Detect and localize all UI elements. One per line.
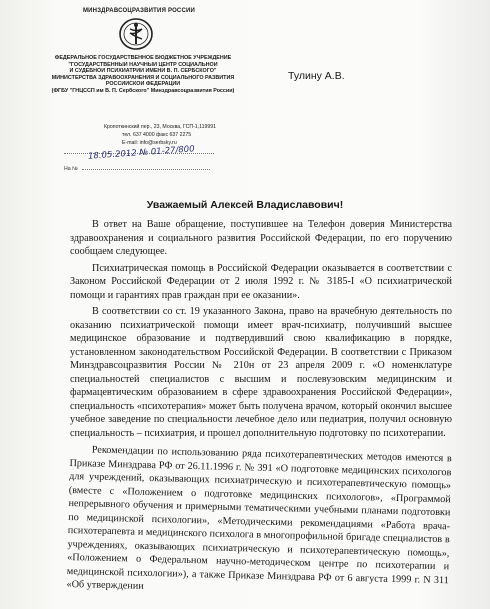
paragraph: Психиатрическая помощь в Российской Федерации оказывается в соответствии с Законом Российской Федерации от 2 июля 1992 г. № 3185-I «О психиатрической помощи и гарантиях прав граждан при ее оказании». xyxy=(70,262,452,301)
reference-label: На № xyxy=(64,166,78,172)
address: Кропоткинский пер., 23, Москва, ГСП-1,119991 xyxy=(104,124,217,130)
paragraph: Рекомендации по использованию ряда психотерапевтических методов имеются в Приказе Минздрава РФ от 26.11.1996 г. № 391 «О подготовке медицинских психологов для учреждений, оказывающих психиатрическую и психотерапевтическую помощь» (вместе с «Положением о подготовке медицинских психологов», «Программой непрерывного обучения и примерными тематическими учебными планами подготовки по медицинской психологии», «Методическими рекомендациями «Работа врача-психотерапевта и медицинского психолога в многопрофильной бригаде специалистов в учреждениях, оказывающих психиатрическую и психотерапевтическую помощь», «Положением о Федеральном научно-методическом центре по психотерапии и медицинской психологии»), а также Приказе Минздрава РФ от 6 августа 1999 г. N 311 «Об утверждении xyxy=(66,444,452,592)
phone: тел. 637 4000 факс 637 2275 xyxy=(122,132,192,138)
paragraph: В ответ на Ваше обращение, поступившее на Телефон доверия Министерства здравоохранения и социального развития Российской Федерации, по его поручению сообщаем следующее. xyxy=(70,219,452,257)
org-line: И СУДЕБНОЙ ПСИХИАТРИИ ИМЕНИ В. П. СЕРБСКОГО" xyxy=(69,68,217,75)
org-line: "ГОСУДАРСТВЕННЫЙ НАУЧНЫЙ ЦЕНТР СОЦИАЛЬНОЙ xyxy=(68,61,218,68)
salutation: Уважаемый Алексей Владиславович! xyxy=(146,199,344,211)
letter-body xyxy=(66,218,452,595)
org-line: РОССИЙСКОЙ ФЕДЕРАЦИИ xyxy=(105,81,181,88)
reference-line xyxy=(64,166,210,172)
ministry-name: МИНЗДРАВСОЦРАЗВИТИЯ РОССИИ xyxy=(82,8,196,14)
emblem-icon xyxy=(118,17,154,51)
organization-name xyxy=(50,55,236,95)
addressee: Тулину А.В. xyxy=(288,70,345,82)
registration-number: 18.05.2012 № 01-27/800 xyxy=(87,144,195,162)
paragraph: В соответствии со ст. 19 указанного Закона, право на врачебную деятельность по оказанию психиатрической помощи имеет врач-психиатр, получивший высшее медицинское образование и подтвердивший свою квалификацию в порядке, установленном законодательством Российской Федерации. В соответствии с Приказом Минздравсоцразвития России № 210н от 23 апреля 2009 г. «О номенклатуре специальностей специалистов с высшим и послевузовским медицинским и фармацевтическим образованием в сфере здравоохранения Российской Федерации», специальность «психотерапия» может быть получена врачом, который окончил высшее учебное заведение по специальности лечебное дело или педиатрия, получил основную специальность – психиатрия, и прошел дополнительную подготовку по психотерапии. xyxy=(70,306,452,439)
address-block xyxy=(104,123,254,147)
org-line: ФЕДЕРАЛЬНОЕ ГОСУДАРСТВЕННОЕ БЮДЖЕТНОЕ УЧРЕЖДЕНИЕ xyxy=(54,55,232,61)
reference-blank xyxy=(82,169,210,170)
org-line: (ФГБУ "ГНЦССП им В. П. Сербского" Минздравсоцразвития России) xyxy=(51,87,235,94)
email: E-mail: info@serbsky.ru xyxy=(122,140,177,146)
org-line: МИНИСТЕРСТВА ЗДРАВООХРАНЕНИЯ И СОЦИАЛЬНОГО РАЗВИТИЯ xyxy=(51,74,235,81)
